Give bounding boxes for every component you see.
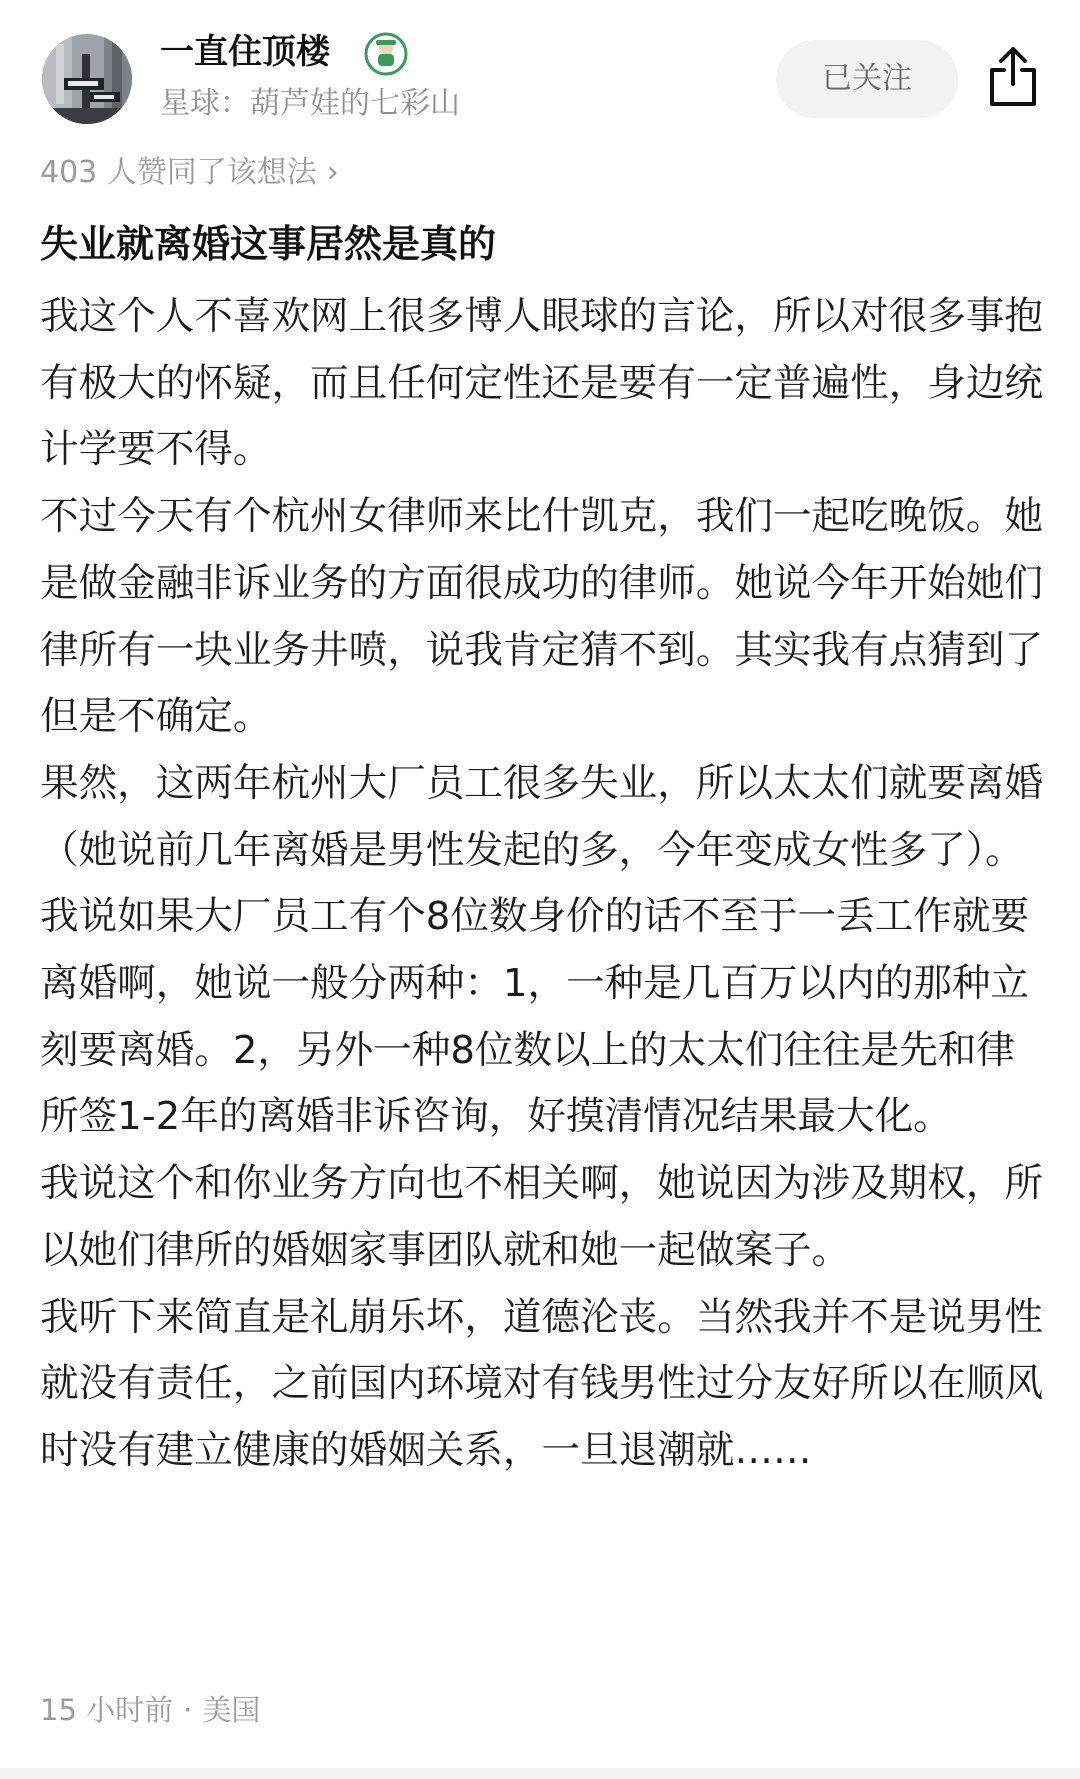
post-header: [0, 0, 1080, 150]
share-icon[interactable]: [986, 46, 1040, 108]
post-time: 15 小时前: [40, 1693, 174, 1727]
post-body: [40, 284, 1048, 1485]
author-avatar[interactable]: [42, 34, 132, 124]
bottom-divider: [0, 1768, 1080, 1779]
author-name[interactable]: 一直住顶楼: [160, 32, 330, 72]
post-paragraph: 不过今天有个杭州女律师来比什凯克，我们一起吃晚饭。她是做金融非诉业务的方面很成功的律师。她说今年开始她们律所有一块业务井喷，说我肯定猜不到。其实我有点猜到了但是不确定。: [40, 494, 1044, 740]
avatar-street-image: [42, 34, 132, 124]
follow-button[interactable]: 已关注: [776, 40, 958, 118]
post-paragraph: 我这个人不喜欢网上很多博人眼球的言论，所以对很多事抱有极大的怀疑，而且任何定性还是要有一定普遍性，身边统计学要不得。: [40, 294, 1044, 473]
post-paragraph: 我说这个和你业务方向也不相关啊，她说因为涉及期权，所以她们律所的婚姻家事团队就和她一起做案子。: [40, 1161, 1044, 1273]
post-title: 失业就离婚这事居然是真的: [40, 222, 497, 266]
meta-separator: ·: [183, 1693, 193, 1727]
chevron-right-icon: ›: [326, 155, 339, 190]
post-location: 美国: [202, 1693, 261, 1727]
circle-label[interactable]: 星球：葫芦娃的七彩山: [160, 86, 460, 121]
circle-badge-icon: [364, 32, 408, 76]
post-paragraph: 我听下来简直是礼崩乐坏，道德沦丧。当然我并不是说男性就没有责任，之前国内环境对有钱男性过分友好所以在顺风时没有建立健康的婚姻关系，一旦退潮就……: [40, 1294, 1044, 1473]
likes-count-text: 403 人赞同了该想法: [40, 155, 317, 190]
likes-summary[interactable]: [40, 152, 339, 194]
post-meta: [40, 1690, 260, 1730]
post-paragraph: 果然，这两年杭州大厂员工很多失业，所以太太们就要离婚（她说前几年离婚是男性发起的多，今年变成女性多了）。我说如果大厂员工有个8位数身价的话不至于一丢工作就要离婚啊，她说一般分两种：1，一种是几百万以内的那种立刻要离婚。2，另外一种8位数以上的太太们往往是先和律所签1-2年的离婚非诉咨询，好摸清情况结果最大化。: [40, 760, 1044, 1140]
